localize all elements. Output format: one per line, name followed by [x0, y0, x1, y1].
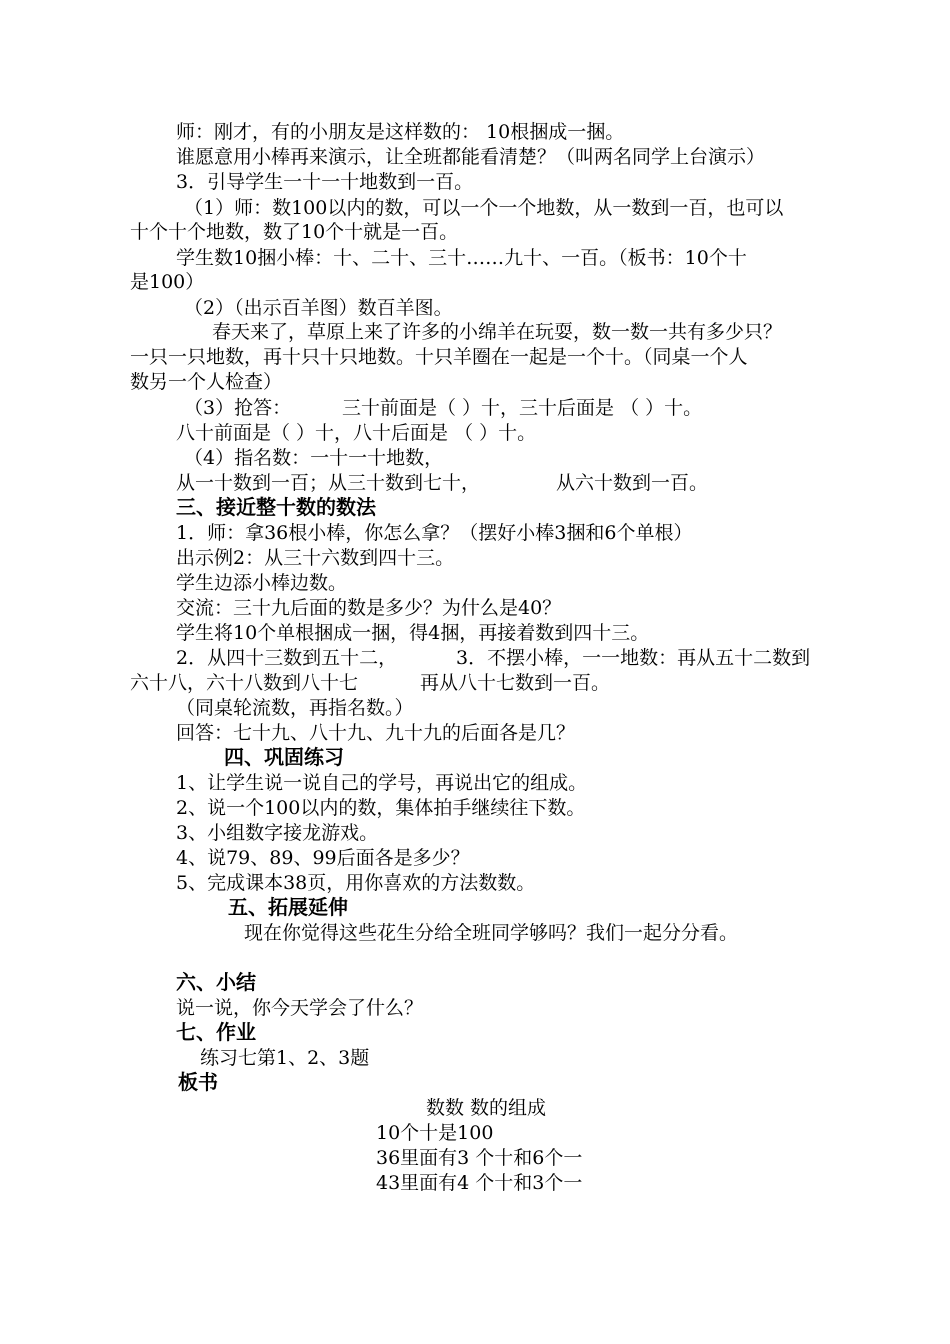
s3-line-4: 交流：三十九后面的数是多少？为什么是40？ — [176, 597, 562, 619]
quick-answer-label: （3）抢答： — [184, 397, 292, 419]
quick-answer-q2: 八十前面是（ ）十，八十后面是 （ ）十。 — [176, 422, 537, 444]
para-2-line: （2）（出示百羊图）数百羊图。 — [184, 297, 453, 319]
count-range-b: 从六十数到一百。 — [556, 472, 709, 494]
step-3-line: 3．引导学生一十一十地数到一百。 — [176, 171, 474, 193]
s3-line-3: 学生边添小棒边数。 — [176, 572, 348, 594]
board-item-2: 36里面有3 个十和6个一 — [376, 1147, 583, 1169]
s3-line-1: 1．师：拿36根小棒，你怎么拿？（摆好小棒3捆和6个单根） — [176, 522, 693, 544]
s4-item-5: 5、完成课本38页，用你喜欢的方法数数。 — [176, 872, 536, 894]
quick-answer-q1: 三十前面是（ ）十，三十后面是 （ ）十。 — [342, 397, 703, 419]
board-heading: 板书 — [178, 1070, 218, 1094]
board-title: 数数 数的组成 — [426, 1097, 547, 1119]
s4-item-4: 4、说79、89、99后面各是多少？ — [176, 847, 470, 869]
s3-line-2: 出示例2：从三十六数到四十三。 — [176, 547, 455, 569]
s7-line: 练习七第1、2、3题 — [200, 1047, 370, 1069]
s3-step-3-second: 六十八，六十八数到八十七 — [130, 672, 359, 694]
student-count-first: 学生数10捆小棒：十、二十、三十……九十、一百。（板书：10个十 — [176, 247, 747, 269]
section-4-heading: 四、巩固练习 — [224, 745, 344, 769]
s3-step-3-first: 3．不摆小棒，一一地数：再从五十二数到 — [456, 647, 811, 669]
demo-line: 谁愿意用小棒再来演示，让全班都能看清楚？（叫两名同学上台演示） — [176, 146, 766, 168]
teacher-line: 师：刚才，有的小朋友是这样数的： 10根捆成一捆。 — [176, 121, 625, 143]
board-item-1: 10个十是100 — [376, 1122, 494, 1144]
spring-second: 一只一只地数，再十只十只地数。十只羊圈在一起是一个十。（同桌一个人 — [130, 346, 748, 368]
section-6-heading: 六、小结 — [176, 970, 256, 994]
para-1-second: 十个十个地数，数了10个十就是一百。 — [130, 221, 459, 243]
board-item-3: 43里面有4 个十和3个一 — [376, 1172, 583, 1194]
s3-step-2: 2．从四十三数到五十二， — [176, 647, 398, 669]
s3-line-pair: （同桌轮流数，再指名数。） — [176, 697, 414, 719]
section-7-heading: 七、作业 — [176, 1020, 256, 1044]
section-3-heading: 三、接近整十数的数法 — [176, 495, 376, 519]
s3-step-3-third: 再从八十七数到一百。 — [420, 672, 611, 694]
para-1-first: （1）师：数100以内的数，可以一个一个地数，从一数到一百，也可以 — [184, 197, 784, 219]
spring-third: 数另一个人检查） — [130, 371, 283, 393]
s5-line: 现在你觉得这些花生分给全班同学够吗？我们一起分分看。 — [244, 922, 739, 944]
s3-line-answer: 回答：七十九、八十九、九十九的后面各是几？ — [176, 722, 576, 744]
s6-line: 说一说，你今天学会了什么？ — [176, 997, 424, 1019]
s4-item-2: 2、说一个100以内的数，集体拍手继续往下数。 — [176, 797, 586, 819]
count-range-a: 从一十数到一百；从三十数到七十， — [176, 472, 481, 494]
para-4-line: （4）指名数：一十一十地数， — [184, 447, 444, 469]
student-count-second: 是100） — [130, 271, 205, 293]
s4-item-3: 3、小组数字接龙游戏。 — [176, 822, 379, 844]
spring-first: 春天来了，草原上来了许多的小绵羊在玩耍，数一数一共有多少只？ — [212, 321, 783, 343]
section-5-heading: 五、拓展延伸 — [228, 895, 348, 919]
s4-item-1: 1、让学生说一说自己的学号，再说出它的组成。 — [176, 772, 588, 794]
s3-line-5: 学生将10个单根捆成一捆，得4捆，再接着数到四十三。 — [176, 622, 650, 644]
